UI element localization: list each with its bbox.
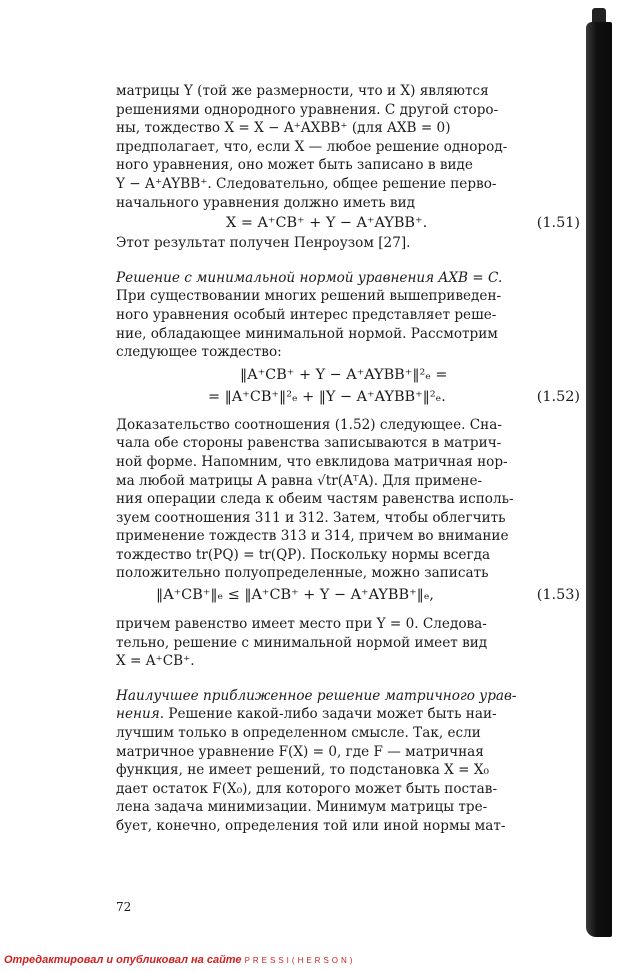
text-line: X = A⁺CB⁺. bbox=[116, 653, 195, 670]
formula-expression: X = A⁺CB⁺ + Y − A⁺AYBB⁺. bbox=[226, 215, 428, 232]
text-line: решениями однородного уравнения. С другой сторо- bbox=[116, 101, 499, 118]
paragraph-5 bbox=[116, 687, 584, 836]
text-line: матричное уравнение F(X) = 0, где F — матричная bbox=[116, 743, 484, 760]
text-line: Y − A⁺AYBB⁺. Следовательно, общее решение перво- bbox=[116, 175, 497, 192]
text-line: ной форме. Напомним, что евклидова матричная нор- bbox=[116, 453, 508, 470]
footer-site-link[interactable]: PRESSI(HERSON) bbox=[244, 956, 356, 965]
formula-1-51 bbox=[116, 212, 584, 234]
text-line: ного уравнения особый интерес представляет реше- bbox=[116, 306, 497, 323]
text-line: лена задача минимизации. Минимум матрицы тре- bbox=[116, 799, 488, 816]
formula-number: (1.51) bbox=[536, 215, 580, 232]
text-line: ны, тождество X = X − A⁺AXBB⁺ (для AXB = 0) bbox=[116, 120, 451, 137]
text-line bbox=[116, 705, 584, 724]
paragraph-3 bbox=[116, 416, 584, 583]
text-line: Доказательство соотношения (1.52) следующее. Сна- bbox=[116, 416, 502, 433]
page-number: 72 bbox=[116, 900, 132, 914]
text-line: причем равенство имеет место при Y = 0. Следова- bbox=[116, 616, 487, 633]
text-line: предполагает, что, если X — любое решение однород- bbox=[116, 138, 508, 155]
text-line: бует, конечно, определения той или иной нормы мат- bbox=[116, 818, 506, 834]
formula-number: (1.52) bbox=[536, 388, 580, 405]
text-line: начального уравнения должно иметь вид bbox=[116, 194, 416, 211]
paragraph-4 bbox=[116, 615, 584, 671]
text-line: функция, не имеет решений, то подстановка X = X₀ bbox=[116, 762, 489, 779]
text-line: положительно полуопределенные, можно записать bbox=[116, 565, 489, 582]
text-fragment: Решение какой-либо задачи может быть наи- bbox=[164, 706, 497, 723]
formula-1-53 bbox=[116, 583, 584, 607]
formula-expression: ‖A⁺CB⁺‖ₑ ≤ ‖A⁺CB⁺ + Y − A⁺AYBB⁺‖ₑ, bbox=[156, 587, 435, 604]
text-line: следующее тождество: bbox=[116, 344, 282, 361]
formula-1-52 bbox=[116, 362, 584, 408]
result-line bbox=[116, 234, 584, 253]
section-heading-best-approx-cont: нения. bbox=[116, 706, 165, 723]
text-line: чала обе стороны равенства записываются в матрич- bbox=[116, 435, 502, 452]
paragraph-2 bbox=[116, 269, 584, 362]
formula-number: (1.53) bbox=[536, 587, 580, 604]
text-line: ние, обладающее минимальной нормой. Рассмотрим bbox=[116, 325, 498, 342]
scan-dark-edge bbox=[586, 22, 612, 937]
footer-credit bbox=[4, 954, 355, 966]
text-column bbox=[116, 82, 584, 836]
text-line: тельно, решение с минимальной нормой имеет вид bbox=[116, 634, 488, 651]
text-line: дает остаток F(X₀), для которого может быть постав- bbox=[116, 780, 498, 797]
paragraph-1 bbox=[116, 82, 584, 212]
formula-line-1: ‖A⁺CB⁺ + Y − A⁺AYBB⁺‖²ₑ = bbox=[240, 366, 448, 383]
section-heading-min-norm: Решение с минимальной нормой уравнения AXB = C. bbox=[116, 269, 503, 286]
text-line: тождество tr(PQ) = tr(QP). Поскольку нормы всегда bbox=[116, 546, 491, 563]
text-line: ния операции следа к обеим частям равенства исполь- bbox=[116, 491, 514, 508]
footer-text: Отредактировал и опубликовал на сайте bbox=[4, 954, 242, 966]
text-line: Этот результат получен Пенроузом [27]. bbox=[116, 235, 411, 252]
text-line: При существовании многих решений вышеприведен- bbox=[116, 288, 502, 305]
text-line: матрицы Y (той же размерности, что и X) являются bbox=[116, 83, 489, 99]
text-line: лучшим только в определенном смысле. Так, если bbox=[116, 725, 481, 742]
section-heading-best-approx: Наилучшее приближенное решение матричного урав- bbox=[116, 687, 517, 704]
text-line: ма любой матрицы A равна √tr(AᵀA). Для примене- bbox=[116, 472, 483, 489]
text-line: применение тождеств 313 и 314, причем во внимание bbox=[116, 528, 509, 545]
text-line: зуем соотношения 311 и 312. Затем, чтобы облегчить bbox=[116, 509, 506, 526]
formula-line-2: = ‖A⁺CB⁺‖²ₑ + ‖Y − A⁺AYBB⁺‖²ₑ. bbox=[208, 388, 446, 405]
text-line: ного уравнения, оно может быть записано в виде bbox=[116, 157, 473, 174]
